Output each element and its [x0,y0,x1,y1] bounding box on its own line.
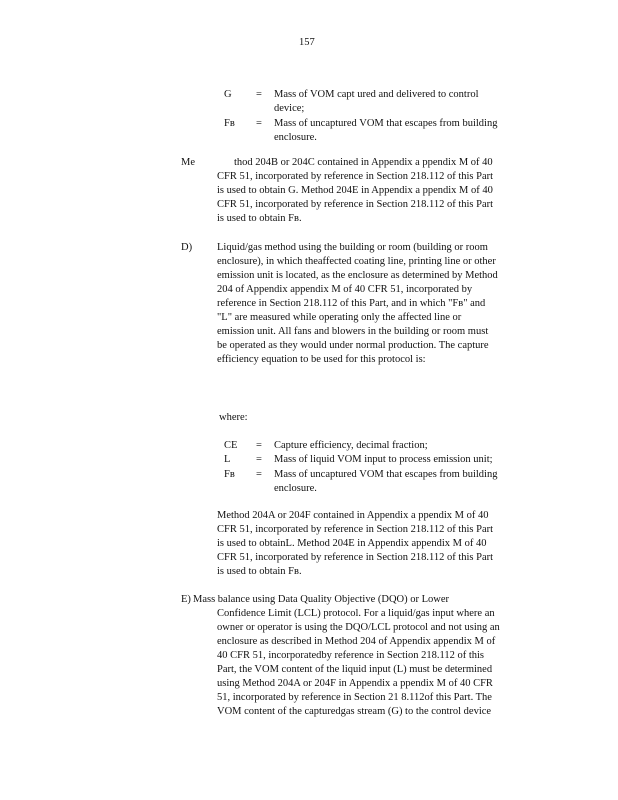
text-line: Mass balance using Data Quality Objective (DQO) or Lower [193,594,450,605]
where-label: where: [219,412,248,423]
text-line: efficiency equation to be used for this protocol is: [217,354,426,365]
text-line: CFR 51, incorporated by reference in Section 218.112 of this Part [217,199,494,210]
def-symbol: L [224,454,231,465]
text-line: is used to obtain G. Method 204E in Appendix a ppendix M of 40 [217,185,493,196]
text-line: CFR 51, incorporated by reference in Section 218.112 of this Part [217,552,494,563]
def-equals: = [256,118,262,129]
text-line: Part, the VOM content of the liquid input (L) must be determined [217,664,493,675]
def-symbol: Fʙ [224,469,235,480]
text-line: 204 of Appendix appendix M of 40 CFR 51, incorporated by [217,284,473,295]
text-line: is used to obtain Fʙ. [217,213,302,224]
def-equals: = [256,440,262,451]
text-line: CFR 51, incorporated by reference in Section 218.112 of this Part [217,524,494,535]
text-line: thod 204B or 204C contained in Appendix a ppendix M of 40 [234,157,493,168]
def-equals: = [256,454,262,465]
def-symbol: Fʙ [224,118,235,129]
def-equals: = [256,89,262,100]
def-text: enclosure. [274,132,317,143]
def-symbol: G [224,89,232,100]
def-text: Mass of VOM capt ured and delivered to control [274,89,479,100]
def-text: Capture efficiency, decimal fraction; [274,440,428,451]
section-label: E) [181,594,191,605]
def-text: enclosure. [274,483,317,494]
def-symbol: CE [224,440,238,451]
text-line: be operated as they would under normal production. The capture [217,340,489,351]
text-line: 40 CFR 51, incorporatedby reference in Section 218.112 of this [217,650,485,661]
text-line: Method 204A or 204F contained in Appendix a ppendix M of 40 [217,510,489,521]
def-text: Mass of uncaptured VOM that escapes from building [274,469,498,480]
text-line: enclosure), in which theaffected coating line, printing line or other [217,256,496,267]
def-text: Mass of uncaptured VOM that escapes from building [274,118,498,129]
text-line: VOM content of the capturedgas stream (G) to the control device [217,706,492,717]
text-line: reference in Section 218.112 of this Part, and in which "Fʙ" and [217,298,486,309]
def-text: device; [274,103,305,114]
def-text: Mass of liquid VOM input to process emission unit; [274,454,493,465]
text-line: emission unit is located, as the enclosure as determined by Method [217,270,498,281]
text-line: owner or operator is using the DQO/LCL protocol and not using an [217,622,500,633]
paragraph-label: Me [181,157,195,168]
text-line: CFR 51, incorporated by reference in Section 218.112 of this Part [217,171,494,182]
text-line: is used to obtainL. Method 204E in Appendix appendix M of 40 [217,538,487,549]
text-line: is used to obtain Fʙ. [217,566,302,577]
section-label: D) [181,242,193,253]
text-line: enclosure as described in Method 204 of Appendix appendix M of [217,636,496,647]
text-line: 51, incorporated by reference in Section 21 8.112of this Part. The [217,692,492,703]
text-line: emission unit. All fans and blowers in the building or room must [217,326,489,337]
text-line: Confidence Limit (LCL) protocol. For a liquid/gas input where an [217,608,495,619]
text-line: "L" are measured while operating only the affected line or [217,312,462,323]
def-equals: = [256,469,262,480]
text-line: Liquid/gas method using the building or room (building or room [217,242,488,253]
page-number: 157 [299,37,315,48]
text-line: using Method 204A or 204F in Appendix a ppendix M of 40 CFR [217,678,493,689]
